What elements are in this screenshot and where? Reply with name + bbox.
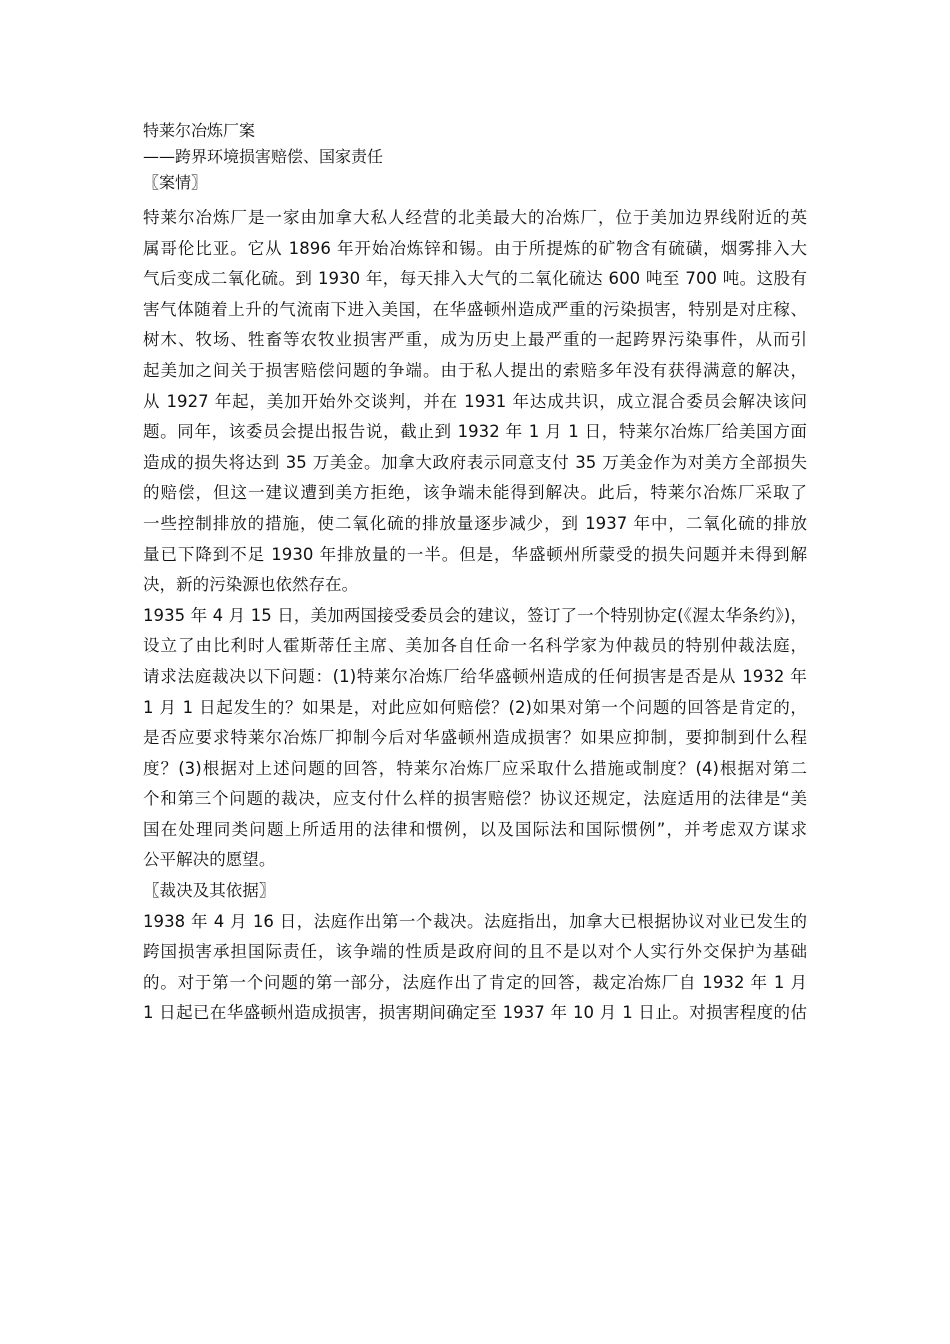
text-line: 1935 年 4 月 15 日，美加两国接受委员会的建议，签订了一个特别协定(《渥太华条约》)， bbox=[143, 605, 807, 625]
text-line: 气后变成二氧化硫。到 1930 年，每天排入大气的二氧化硫达 600 吨至 700 吨。这股有 bbox=[143, 269, 807, 289]
text-line: 跨国损害承担国际责任，该争端的性质是政府间的且不是以对个人实行外交保护为基础 bbox=[143, 942, 807, 962]
text-line: 〖裁决及其依据〗 bbox=[143, 881, 276, 901]
text-line: 起美加之间关于损害赔偿问题的争端。由于私人提出的索赔多年没有获得满意的解决， bbox=[143, 360, 807, 380]
document-body bbox=[143, 203, 807, 1029]
text-line: 的。对于第一个问题的第一部分，法庭作出了肯定的回答，裁定冶炼厂自 1932 年 1 月 bbox=[143, 972, 807, 992]
text-line: 1 月 1 日起发生的？如果是，对此应如何赔偿？(2)如果对第一个问题的回答是肯定的， bbox=[143, 697, 807, 717]
text-line: 国在处理同类问题上所适用的法律和惯例，以及国际法和国际惯例”，并考虑双方谋求 bbox=[143, 819, 807, 839]
text-line: 度？(3)根据对上述问题的回答，特莱尔冶炼厂应采取什么措施或制度？(4)根据对第二 bbox=[143, 758, 807, 778]
document-header bbox=[143, 118, 823, 196]
text-line: 量已下降到不足 1930 年排放量的一半。但是，华盛顿州所蒙受的损失问题并未得到解 bbox=[143, 544, 807, 564]
text-line: 题。同年，该委员会提出报告说，截止到 1932 年 1 月 1 日，特莱尔冶炼厂给美国方面 bbox=[143, 422, 807, 442]
text-line: 是否应要求特莱尔冶炼厂抑制今后对华盛顿州造成损害？如果应抑制，要抑制到什么程 bbox=[143, 728, 807, 748]
text-line: 的赔偿，但这一建议遭到美方拒绝，该争端未能得到解决。此后，特莱尔冶炼厂采取了 bbox=[143, 483, 807, 503]
text-line: 个和第三个问题的裁决，应支付什么样的损害赔偿？协议还规定，法庭适用的法律是“美 bbox=[143, 789, 807, 809]
document-title: 特莱尔冶炼厂案 bbox=[143, 121, 256, 140]
text-line: 造成的损失将达到 35 万美金。加拿大政府表示同意支付 35 万美金作为对美方全部损失 bbox=[143, 452, 807, 472]
text-line: 请求法庭裁决以下问题：(1)特莱尔冶炼厂给华盛顿州造成的任何损害是否是从 1932 年 bbox=[143, 666, 807, 686]
section-heading-case: 〖案情〗 bbox=[143, 173, 208, 192]
text-line: 公平解决的愿望。 bbox=[143, 850, 276, 870]
text-line: 害气体随着上升的气流南下进入美国，在华盛顿州造成严重的污染损害，特别是对庄稼、 bbox=[143, 299, 807, 319]
text-line: 一些控制排放的措施，使二氧化硫的排放量逐步减少，到 1937 年中，二氧化硫的排放 bbox=[143, 513, 807, 533]
text-line: 属哥伦比亚。它从 1896 年开始冶炼锌和锡。由于所提炼的矿物含有硫磺，烟雾排入大 bbox=[143, 238, 807, 258]
text-line: 从 1927 年起，美加开始外交谈判，并在 1931 年达成共识，成立混合委员会解决该问 bbox=[143, 391, 807, 411]
text-line: 树木、牧场、牲畜等农牧业损害严重，成为历史上最严重的一起跨界污染事件，从而引 bbox=[143, 330, 807, 350]
text-line: 1938 年 4 月 16 日，法庭作出第一个裁决。法庭指出，加拿大已根据协议对业已发生的 bbox=[143, 911, 807, 931]
text-line: 决，新的污染源也依然存在。 bbox=[143, 575, 359, 595]
text-line: 特莱尔冶炼厂是一家由加拿大私人经营的北美最大的冶炼厂，位于美加边界线附近的英 bbox=[143, 208, 807, 227]
document-subtitle: ——跨界环境损害赔偿、国家责任 bbox=[143, 147, 384, 166]
text-line: 1 日起已在华盛顿州造成损害，损害期间确定至 1937 年 10 月 1 日止。对损害程度的估 bbox=[143, 1003, 807, 1023]
text-line: 设立了由比利时人霍斯蒂任主席、美加各自任命一名科学家为仲裁员的特别仲裁法庭， bbox=[143, 636, 807, 656]
